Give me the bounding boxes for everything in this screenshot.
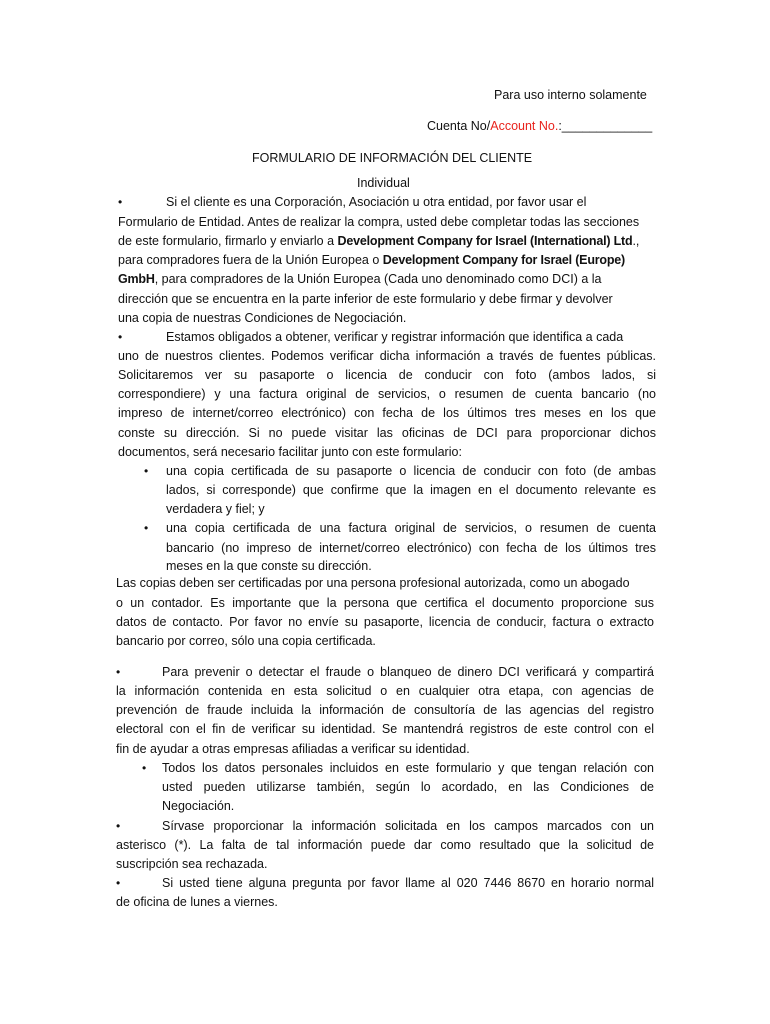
p3-line-2: o un contador. Es importante que la persona que certifica el documento proporcione sus [116,596,654,610]
sub3-line-1: Todos los datos personales incluidos en este formulario y que tengan relación con [162,761,654,775]
p1-line-5: GmbH, para compradores de la Unión Europea (Cada uno denominado como DCI) a la [118,272,602,286]
p3-line-3: datos de contacto. Por favor no envíe su pasaporte, licencia de conducir, factura o extracto [116,615,654,629]
p4-line-4: electoral con el fin de verificar su identidad. Se mantendrá registros de este control con el [116,722,654,736]
bullet-icon: • [144,464,149,478]
bullet-icon: • [118,195,123,209]
bullet-icon: • [116,665,121,679]
p1-line-1: Si el cliente es una Corporación, Asociación u otra entidad, por favor usar el [166,195,587,209]
dci-europe-name: Development Company for Israel (Europe) [382,253,625,267]
p4-line-3: prevención de fraude incluida la información de consultoría de las agencias del registro [116,703,654,717]
account-number-field [427,117,652,136]
dci-international-name: Development Company for Israel (International) Ltd [337,234,633,248]
bullet-icon: • [142,761,147,775]
bullet-icon: • [144,521,149,535]
p4-line-5: fin de ayudar a otras empresas afiliadas a verificar su identidad. [116,742,470,756]
account-prefix: Cuenta No/ [427,119,491,133]
p5-line-2: asterisco (*). La falta de tal información puede dar como resultado que la solicitud de [116,838,654,852]
sub3-line-2: usted pueden utilizarse también, según lo acordado, en las Condiciones de [162,780,654,794]
p1-line-6: dirección que se encuentra en la parte inferior de este formulario y debe firmar y devolver [118,292,613,306]
p1-line-7: una copia de nuestras Condiciones de Negociación. [118,311,407,325]
sub2-line-2: bancario (no impreso de internet/correo electrónico) con fecha de los últimos tres [166,541,656,555]
sub2-line-3: meses en la que conste su dirección. [166,559,372,573]
p2-line-7: documentos, será necesario facilitar junto con este formulario: [118,445,462,459]
form-subtitle: Individual [357,176,410,190]
p2-line-1: Estamos obligados a obtener, verificar y registrar información que identifica a cada [166,330,624,344]
p6-line-1: Si usted tiene alguna pregunta por favor llame al 020 7446 8670 en horario normal [162,876,654,890]
p4-line-2: la información contenida en esta solicitud o en cualquier otra etapa, con agencias de [116,684,654,698]
bullet-icon: • [116,819,121,833]
sub1-line-3: verdadera y fiel; y [166,502,265,516]
p2-line-2: uno de nuestros clientes. Podemos verificar dicha información a través de fuentes públicas. [118,349,656,363]
bullet-icon: • [118,330,123,344]
sub2-line-1: una copia certificada de una factura original de servicios, o resumen de cuenta [166,521,656,535]
p1-line-3: de este formulario, firmarlo y enviarlo a Development Company for Israel (International) Ltd., [118,234,640,248]
p1-line-2: Formulario de Entidad. Antes de realizar la compra, usted debe completar todas las secciones [118,215,640,229]
p4-line-1: Para prevenir o detectar el fraude o blanqueo de dinero DCI verificará y compartirá [162,665,654,679]
form-title: FORMULARIO DE INFORMACIÓN DEL CLIENTE [252,151,533,165]
p6-line-2: de oficina de lunes a viernes. [116,895,278,909]
p2-line-3: Solicitaremos ver su pasaporte o licencia de conducir con foto (ambos lados, si [118,368,656,382]
account-blank: :_____________ [558,119,653,133]
account-label-en: Account No. [490,119,559,133]
p2-line-4: correspondiere) y una factura original de servicios, o resumen de cuenta bancario (no [118,387,656,401]
p2-line-6: conste su dirección. Si no puede visitar las oficinas de DCI para proporcionar dichos [118,426,656,440]
p3-line-4: bancario por correo, sólo una copia certificada. [116,634,376,648]
sub3-line-3: Negociación. [162,799,235,813]
bullet-icon: • [116,876,121,890]
sub1-line-2: lados, si corresponde) que confirme que la imagen en el documento relevante es [166,483,656,497]
p5-line-3: suscripción sea rechazada. [116,857,268,871]
p3-line-1: Las copias deben ser certificadas por una persona profesional autorizada, como un abogado [116,576,630,590]
p5-line-1: Sírvase proporcionar la información solicitada en los campos marcados con un [162,819,654,833]
p2-line-5: impreso de internet/correo electrónico) con fecha de los últimos tres meses en los que [118,406,656,420]
internal-use-note: Para uso interno solamente [494,88,647,102]
sub1-line-1: una copia certificada de su pasaporte o licencia de conducir con foto (de ambas [166,464,656,478]
p1-line-4: para compradores fuera de la Unión Europea o Development Company for Israel (Europe) [118,253,625,267]
